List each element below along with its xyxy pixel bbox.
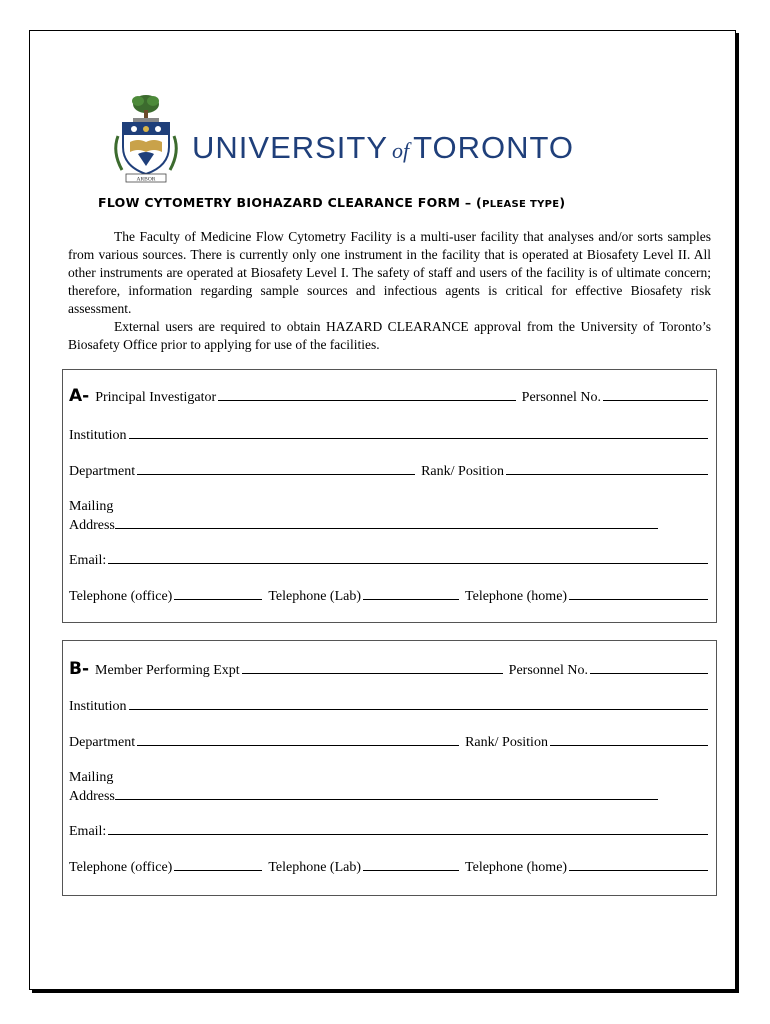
tel-office-field[interactable]	[174, 587, 262, 600]
tel-lab-label: Telephone (Lab)	[268, 589, 362, 604]
wordmark-toronto: TORONTO	[413, 130, 575, 165]
tel-office-label: Telephone (office)	[69, 589, 173, 604]
mailing-label: Mailing	[69, 770, 114, 785]
tel-office-field[interactable]	[174, 858, 262, 871]
member-row	[69, 659, 708, 679]
institution-label: Institution	[69, 428, 127, 443]
institution-field[interactable]	[129, 426, 708, 439]
institution-row	[69, 426, 708, 444]
intro-text	[68, 228, 711, 354]
address-label: Address	[69, 789, 115, 804]
email-field[interactable]	[108, 551, 708, 564]
pi-field[interactable]	[218, 388, 516, 401]
personnel-label: Personnel No.	[521, 390, 601, 405]
tel-office-label: Telephone (office)	[69, 860, 173, 875]
member-field[interactable]	[242, 661, 503, 674]
email-label: Email:	[69, 824, 107, 839]
rank-field[interactable]	[506, 462, 708, 475]
rank-label: Rank/ Position	[421, 464, 504, 479]
section-letter: B-	[69, 659, 90, 679]
pi-row	[69, 386, 708, 406]
university-wordmark	[192, 130, 574, 166]
department-field[interactable]	[137, 462, 415, 475]
personnel-field[interactable]	[603, 388, 708, 401]
telephone-row	[69, 858, 708, 876]
tel-lab-field[interactable]	[363, 587, 459, 600]
please-type-note: PLEASE TYPE	[482, 199, 560, 210]
address-label: Address	[69, 518, 115, 533]
intro-paragraph-2: External users are required to obtain HAZARD CLEARANCE approval from the University of Toronto’s Biosafety Office prior to applying for use of the facilities.	[68, 319, 711, 352]
tel-home-label: Telephone (home)	[465, 589, 568, 604]
rank-label: Rank/ Position	[465, 735, 548, 750]
address-field[interactable]	[115, 787, 658, 800]
university-logo	[108, 92, 638, 184]
department-label: Department	[69, 735, 136, 750]
institution-row	[69, 697, 708, 715]
mailing-address-block	[69, 769, 658, 806]
intro-paragraph-1: The Faculty of Medicine Flow Cytometry Facility is a multi-user facility that analyses and/or sorts samples from various sources. There is currently only one instrument in the facility that is operated at Biosafety Level II. All other instruments are operated at Biosafety Level I. The safety of staff and users of the facility is of ultimate concern; therefore, information regarding sample sources and infectious agents is critical for effective Biosafety risk assessment.	[68, 229, 711, 316]
mailing-label: Mailing	[69, 499, 114, 514]
mailing-address-block	[69, 498, 658, 535]
section-a-principal-investigator	[62, 369, 717, 623]
personnel-label: Personnel No.	[508, 663, 588, 678]
section-b-member-performing-expt	[62, 640, 717, 896]
wordmark-of: of	[392, 138, 410, 163]
tel-home-field[interactable]	[569, 858, 708, 871]
tel-lab-label: Telephone (Lab)	[268, 860, 362, 875]
department-row	[69, 462, 708, 480]
email-row	[69, 822, 708, 840]
section-letter: A-	[69, 386, 90, 406]
pi-label: Principal Investigator	[95, 390, 217, 405]
rank-field[interactable]	[550, 733, 708, 746]
email-row	[69, 551, 708, 569]
telephone-row	[69, 587, 708, 605]
tel-lab-field[interactable]	[363, 858, 459, 871]
form-title: FLOW CYTOMETRY BIOHAZARD CLEARANCE FORM – (PLEASE TYPE)	[98, 195, 566, 210]
university-crest-icon	[108, 92, 184, 184]
department-row	[69, 733, 708, 751]
tel-home-field[interactable]	[569, 587, 708, 600]
institution-field[interactable]	[129, 697, 708, 710]
personnel-field[interactable]	[590, 661, 708, 674]
wordmark-university: UNIVERSITY	[192, 130, 389, 165]
department-field[interactable]	[137, 733, 459, 746]
tel-home-label: Telephone (home)	[465, 860, 568, 875]
address-field[interactable]	[115, 516, 658, 529]
department-label: Department	[69, 464, 136, 479]
email-field[interactable]	[108, 822, 708, 835]
svg-text:ARBOR: ARBOR	[136, 176, 156, 183]
email-label: Email:	[69, 553, 107, 568]
institution-label: Institution	[69, 699, 127, 714]
member-label: Member Performing Expt	[95, 663, 240, 678]
